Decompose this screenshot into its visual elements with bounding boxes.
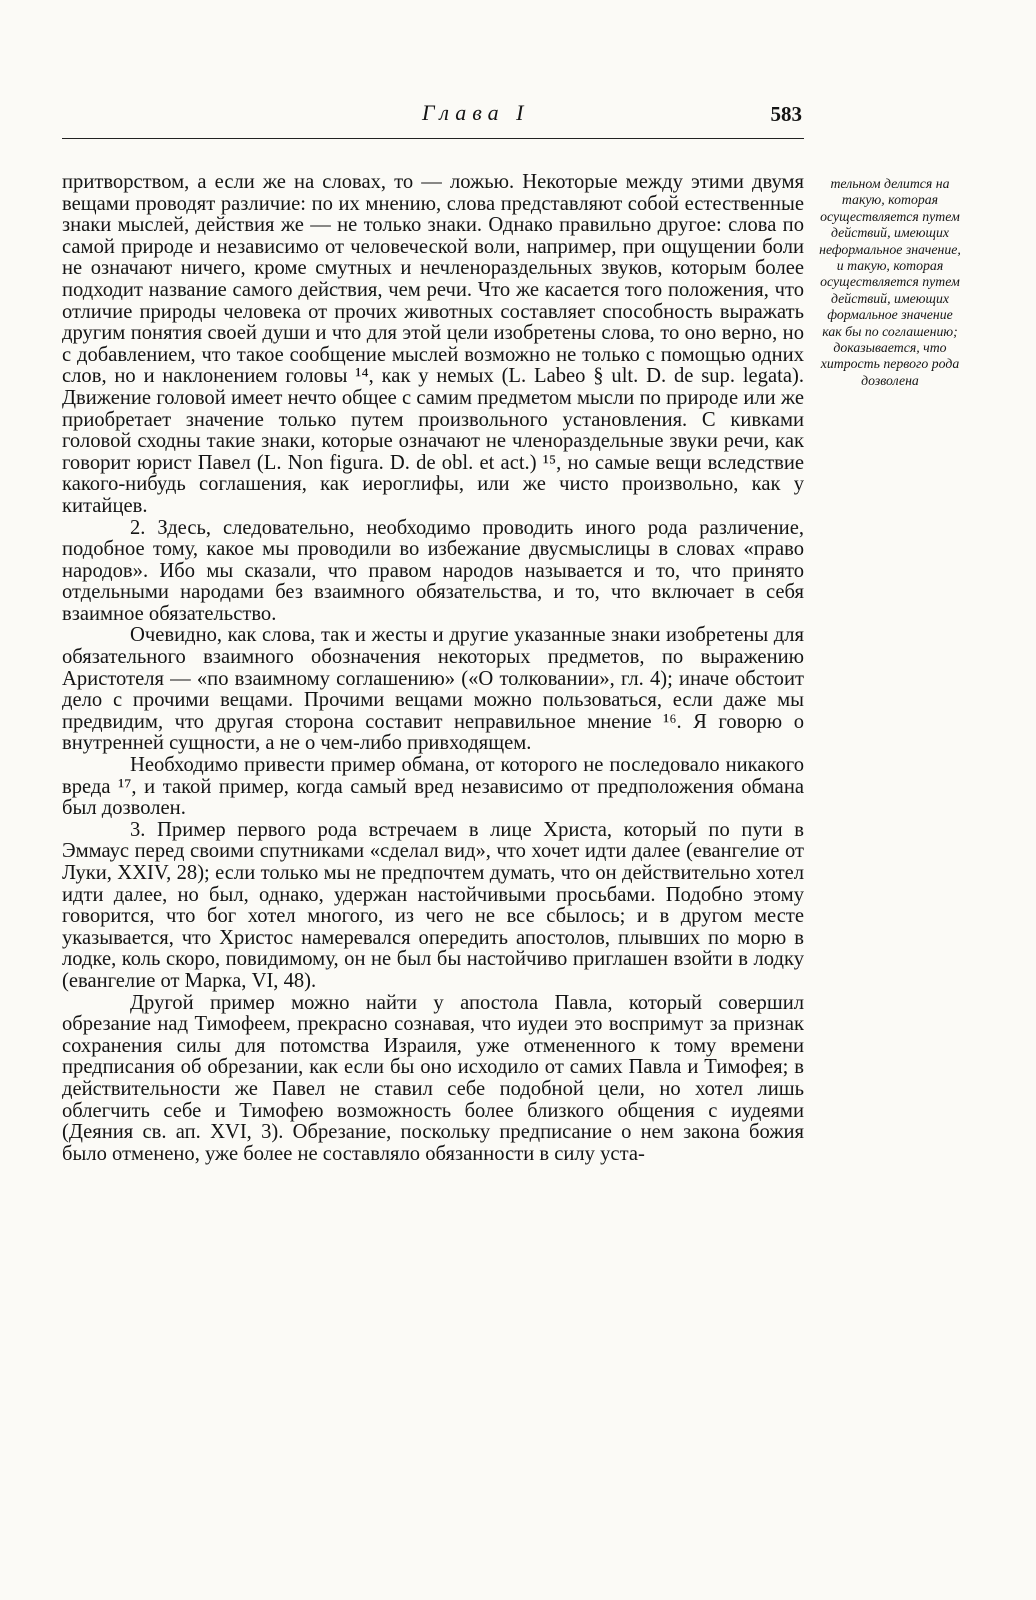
- header-rule: [62, 138, 804, 139]
- paragraph-2: 2. Здесь, следовательно, необходимо проводить иного рода различение, подобное тому, какое мы проводили во избежание двусмыслицы в словах «право народов». Ибо мы сказали, что правом народов называется и то, что принято отдельными народами без взаимного обязательства, и то, что включает в себя взаимное обязательство.: [62, 516, 804, 625]
- paragraph-5: 3. Пример первого рода встречаем в лице Христа, который по пути в Эммаус перед своими спутниками «сделал вид», что хочет идти далее (евангелие от Луки, XXIV, 28); если только мы не предпочтем думать, что он действительно хотел идти далее, но был, однако, удержан настойчивыми просьбами. Подобно этому говорится, что бог хотел многого, из чего не все сбылось; и в другом месте указывается, что Христос намеревался опередить апостолов, плывших по морю в лодке, коль скоро, повидимому, он не был бы настойчиво приглашен взойти в лодку (евангелие от Марка, VI, 48).: [62, 818, 804, 992]
- paragraph-1: притворством, а если же на словах, то — ложью. Некоторые между этими двумя вещами проводят различие: по их мнению, слова представляют собой естественные знаки мыслей, действия же — не только знаки. Однако правильно другое: слова по самой природе и независимо от человеческой воли, например, при ощущении боли не означают ничего, кроме смутных и нечленораздельных звуков, которым более подходит название самого действия, чем речи. Что же касается того положения, что отличие природы человека от прочих животных составляет способность выражать другим понятия своей души и что для этой цели изобретены слова, то оно верно, но с добавлением, что такое сообщение мыслей возможно не только с помощью одних слов, но и наклонением головы ¹⁴, как у немых (L. Labeo § ult. D. de sup. legata). Движение головой имеет нечто общее с самим предметом мысли по природе или же приобретает значение только путем произвольного установления. С кивками головой сходны такие знаки, которые означают не членораздельные звуки речи, как говорит юрист Павел (L. Non figura. D. de obl. et act.) ¹⁵, но самые вещи вследствие какого-нибудь соглашения, как иероглифы, или же чисто произвольно, как у китайцев.: [62, 171, 804, 517]
- running-header: [62, 100, 802, 134]
- running-title: Глава I: [422, 100, 530, 125]
- margin-note: тельном делится на такую, которая осуществляется путем действий, имеющих неформальное значение, и такую, которая осуществляется путем действий, имеющих формальное значение как бы по соглашению; доказывается, что хитрость первого рода дозволена: [819, 176, 961, 388]
- paragraph-4: Необходимо привести пример обмана, от которого не последовало никакого вреда ¹⁷, и такой пример, когда самый вред независимо от предположения обмана был дозволен.: [62, 754, 804, 820]
- paragraph-6: Другой пример можно найти у апостола Павла, который совершил обрезание над Тимофеем, прекрасно сознавая, что иудеи это воспримут за признак сохранения силы для потомства Израиля, уже отмененного к тому времени предписания об обрезании, как если бы оно исходило от самих Павла и Тимофея; в действительности же Павел не ставил себе подобной цели, но хотел лишь облегчить себе и Тимофею возможность более близкого общения с иудеями (Деяния св. ап. XVI, 3). Обрезание, поскольку предписание о нем закона божия было отменено, уже более не составляло обязанности в силу уста-: [62, 991, 804, 1165]
- paragraph-3: Очевидно, как слова, так и жесты и другие указанные знаки изобретены для обязательного взаимного обозначения некоторых предметов, по выражению Аристотеля — «по взаимному соглашению» («О толковании», гл. 4); иначе обстоит дело с прочими вещами. Прочими вещами можно пользоваться, если даже мы предвидим, что другая сторона составит неправильное мнение ¹⁶. Я говорю о внутренней сущности, а не о чем-либо привходящем.: [62, 624, 804, 755]
- main-text: [62, 172, 804, 1165]
- page-number: 583: [770, 102, 802, 126]
